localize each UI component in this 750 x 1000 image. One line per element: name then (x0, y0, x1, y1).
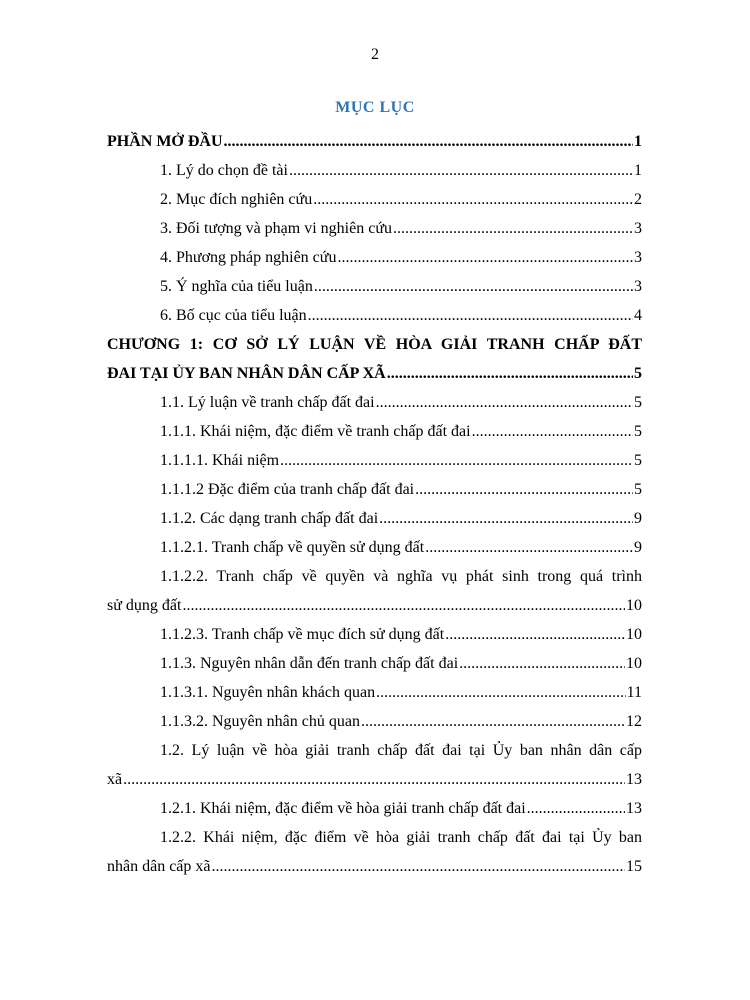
toc-entry-text-line2: ĐAI TẠI ỦY BAN NHÂN DÂN CẤP XÃ (107, 365, 386, 382)
toc-entry (107, 533, 642, 562)
toc-entry-wrapped (107, 823, 642, 881)
toc-entry (107, 156, 642, 185)
leader-dots (308, 301, 633, 330)
toc-entry-page: 3 (634, 220, 642, 237)
toc-entry-page: 5 (634, 452, 642, 469)
toc-entry-page: 2 (634, 191, 642, 208)
toc-entry-page: 15 (626, 858, 642, 875)
toc-entry-text: 2. Mục đích nghiên cứu (160, 191, 313, 208)
toc-entry-text: 1.1.3.1. Nguyên nhân khách quan (160, 684, 376, 701)
leader-dots (527, 794, 625, 823)
toc-entry-text: 4. Phương pháp nghiên cứu (160, 249, 337, 266)
leader-dots (337, 243, 633, 272)
toc-entry (107, 214, 642, 243)
leader-dots (361, 707, 625, 736)
toc-entry-page: 12 (626, 713, 642, 730)
leader-dots (182, 591, 625, 620)
toc-entry-text: 1.1.2.1. Tranh chấp về quyền sử dụng đất (160, 539, 425, 556)
toc-entry-page: 9 (634, 510, 642, 527)
toc-entry (107, 243, 642, 272)
toc-entry-page: 9 (634, 539, 642, 556)
toc-entry-text-line1: 1.1.2.2. Tranh chấp về quyền và nghĩa vụ phát sinh trong quá trình (160, 568, 642, 585)
toc-entry-page: 1 (634, 133, 642, 150)
toc-entry-page: 10 (626, 626, 642, 643)
toc-entry (107, 649, 642, 678)
toc-entry-text-line1: 1.2. Lý luận về hòa giải tranh chấp đất đai tại Ủy ban nhân dân cấp (160, 742, 642, 759)
page-number: 2 (371, 46, 379, 63)
toc-entry (107, 446, 642, 475)
toc-entry-page: 3 (634, 278, 642, 295)
toc-entry-text-line1: CHƯƠNG 1: CƠ SỞ LÝ LUẬN VỀ HÒA GIẢI TRANH CHẤP ĐẤT (107, 336, 642, 353)
leader-dots (415, 475, 633, 504)
toc-entry (107, 388, 642, 417)
leader-dots (379, 504, 633, 533)
leader-dots (314, 272, 633, 301)
toc-entry-page: 13 (626, 800, 642, 817)
toc-entry (107, 678, 642, 707)
toc-entry-page: 4 (634, 307, 642, 324)
leader-dots (387, 359, 633, 388)
toc-entry-text: 5. Ý nghĩa của tiểu luận (160, 278, 313, 295)
toc-entry-text: 1.1.1.1. Khái niệm (160, 452, 280, 469)
toc-title: MỤC LỤC (335, 99, 415, 116)
toc-entry-text: 1.1.2.3. Tranh chấp về mục đích sử dụng đất (160, 626, 445, 643)
leader-dots (289, 156, 633, 185)
toc-entry (107, 794, 642, 823)
leader-dots (425, 533, 633, 562)
toc-entry-page: 5 (634, 394, 642, 411)
toc-entry-page: 11 (626, 684, 642, 701)
toc-entry-text-line2: sử dụng đất (107, 597, 182, 614)
toc-entry-wrapped (107, 562, 642, 620)
toc-entry (107, 272, 642, 301)
leader-dots (313, 185, 633, 214)
toc-entry-text-line1: 1.2.2. Khái niệm, đặc điểm về hòa giải tranh chấp đất đai tại Ủy ban (160, 829, 642, 846)
toc-entry-page: 1 (634, 162, 642, 179)
toc-entry-page: 5 (634, 481, 642, 498)
toc-entry-text: 1.1. Lý luận về tranh chấp đất đai (160, 394, 375, 411)
toc-entry-text: 3. Đối tượng và phạm vi nghiên cứu (160, 220, 392, 237)
toc-entry (107, 127, 642, 156)
leader-dots (224, 127, 633, 156)
leader-dots (445, 620, 625, 649)
toc-entry-page: 5 (634, 423, 642, 440)
leader-dots (472, 417, 633, 446)
toc-entry-page: 5 (634, 365, 642, 382)
toc-entry (107, 417, 642, 446)
toc-entry (107, 475, 642, 504)
toc-entry-wrapped (107, 736, 642, 794)
leader-dots (123, 765, 625, 794)
toc-entry-text: 6. Bố cục của tiểu luận (160, 307, 307, 324)
toc-entry (107, 707, 642, 736)
toc-entry-text: 1.1.3.2. Nguyên nhân chủ quan (160, 713, 360, 730)
toc-entry-text: 1.1.3. Nguyên nhân dẫn đến tranh chấp đất đai (160, 655, 459, 672)
toc-entry-text: PHẦN MỞ ĐẦU (107, 133, 223, 150)
toc-entry-text: 1.1.1.2 Đặc điểm của tranh chấp đất đai (160, 481, 415, 498)
leader-dots (280, 446, 633, 475)
toc-entry-page: 3 (634, 249, 642, 266)
toc-entry (107, 504, 642, 533)
leader-dots (376, 678, 626, 707)
leader-dots (393, 214, 633, 243)
toc-entry-text: 1. Lý do chọn đề tài (160, 162, 288, 179)
toc-entry-text: 1.2.1. Khái niệm, đặc điểm về hòa giải tranh chấp đất đai (160, 800, 526, 817)
toc-entry-text-line2: xã (107, 771, 123, 788)
leader-dots (212, 852, 625, 881)
toc-entry (107, 620, 642, 649)
toc-entry-page: 13 (626, 771, 642, 788)
leader-dots (376, 388, 633, 417)
table-of-contents (107, 127, 642, 881)
leader-dots (459, 649, 625, 678)
toc-entry-text: 1.1.2. Các dạng tranh chấp đất đai (160, 510, 379, 527)
toc-entry (107, 301, 642, 330)
toc-entry-chapter (107, 330, 642, 388)
toc-entry-page: 10 (626, 597, 642, 614)
toc-entry-text: 1.1.1. Khái niệm, đặc điểm về tranh chấp đất đai (160, 423, 471, 440)
toc-entry-text-line2: nhân dân cấp xã (107, 858, 211, 875)
toc-entry (107, 185, 642, 214)
toc-entry-page: 10 (626, 655, 642, 672)
